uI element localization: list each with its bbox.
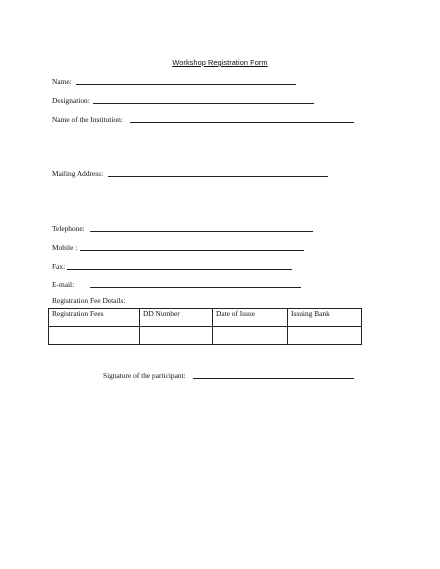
signature-label: Signature of the participant: (103, 371, 186, 380)
email-field[interactable] (90, 287, 301, 288)
signature-field[interactable] (193, 378, 354, 379)
mailing-address-field[interactable] (108, 176, 328, 177)
fee-details-label: Registration Fee Details: (52, 296, 126, 305)
issuing-bank-cell[interactable] (288, 327, 362, 345)
email-label: E-mail: (52, 280, 75, 289)
dd-number-cell[interactable] (140, 327, 213, 345)
form-title: Workshop Registration Form (172, 58, 268, 67)
date-of-issue-cell[interactable] (213, 327, 288, 345)
name-label: Name: (52, 77, 72, 86)
fax-field[interactable] (67, 269, 292, 270)
institution-field[interactable] (130, 122, 354, 123)
name-field[interactable] (76, 84, 296, 85)
designation-label: Designation: (52, 96, 90, 105)
signature-row (103, 371, 186, 381)
registration-fees-cell[interactable] (49, 327, 140, 345)
mobile-label: Mobile : (52, 243, 78, 252)
column-header-issuing-bank: Issuing Bank (288, 309, 362, 327)
fax-label: Fax: (52, 262, 66, 271)
telephone-label: Telephone: (52, 224, 85, 233)
designation-field[interactable] (93, 103, 314, 104)
column-header-date-of-issue: Date of Issue (213, 309, 288, 327)
telephone-field[interactable] (90, 231, 313, 232)
column-header-dd-number: DD Number (140, 309, 213, 327)
mailing-address-label: Mailing Address: (52, 169, 104, 178)
mobile-field[interactable] (80, 250, 304, 251)
column-header-registration-fees: Registration Fees (49, 309, 140, 327)
table-row (49, 327, 362, 345)
fee-table-header-row (49, 309, 362, 327)
fee-details-table (48, 308, 362, 345)
institution-label: Name of the Institution: (52, 115, 123, 124)
